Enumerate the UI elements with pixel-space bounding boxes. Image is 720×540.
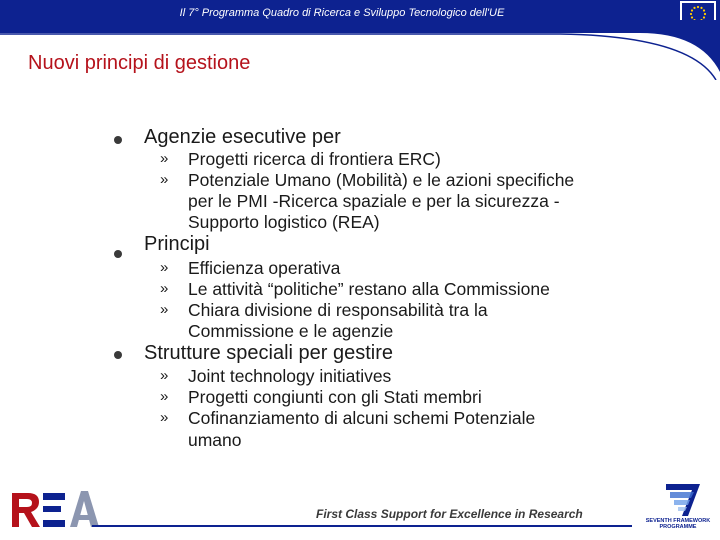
bullet-dot	[114, 351, 122, 359]
fp7-logo-icon	[644, 478, 712, 518]
list-item: Progetti congiunti con gli Stati membri	[188, 387, 482, 407]
list-item: Potenziale Umano (Mobilità) e le azioni specifiche	[188, 170, 575, 190]
rea-logo-icon	[10, 487, 100, 531]
list-item: Progetti ricerca di frontiera ERC)	[188, 149, 441, 169]
arrow-bullet-icon: »	[160, 150, 169, 167]
list-item: Efficienza operativa	[188, 258, 341, 278]
fp7-caption	[644, 518, 712, 530]
section-heading: Principi	[144, 233, 210, 255]
arrow-bullet-icon: »	[160, 409, 169, 426]
slide-title: Nuovi principi di gestione	[28, 52, 251, 74]
arrow-bullet-icon: »	[160, 367, 169, 384]
arrow-bullet-icon: »	[160, 301, 169, 318]
programme-title: Il 7° Programma Quadro di Ricerca e Sviluppo Tecnologico dell'UE	[179, 7, 505, 19]
fp7-caption-line1: SEVENTH FRAMEWORK	[645, 518, 711, 524]
list-item: Chiara divisione di responsabilità tra la	[188, 300, 488, 320]
section-heading: Agenzie esecutive per	[144, 126, 341, 148]
list-item: Supporto logistico (REA)	[188, 212, 380, 232]
section-heading: Strutture speciali per gestire	[144, 342, 394, 364]
bullet-dot	[114, 250, 122, 258]
bullet-dot	[114, 136, 122, 144]
arrow-bullet-icon: »	[160, 280, 169, 297]
arrow-bullet-icon: »	[160, 259, 169, 276]
list-item: Le attività “politiche” restano alla Commissione	[188, 279, 550, 299]
list-item: Cofinanziamento di alcuni schemi Potenziale	[188, 408, 536, 428]
list-item: Joint technology initiatives	[188, 366, 392, 386]
arrow-bullet-icon: »	[160, 171, 169, 188]
fp7-caption-line2: PROGRAMME	[659, 524, 697, 530]
list-item: Commissione e le agenzie	[188, 321, 394, 341]
list-item: per le PMI -Ricerca spaziale e per la sicurezza -	[188, 191, 560, 211]
list-item: umano	[188, 430, 242, 450]
footer-tagline: First Class Support for Excellence in Research	[316, 507, 583, 521]
footer-line	[92, 525, 632, 527]
arrow-bullet-icon: »	[160, 388, 169, 405]
